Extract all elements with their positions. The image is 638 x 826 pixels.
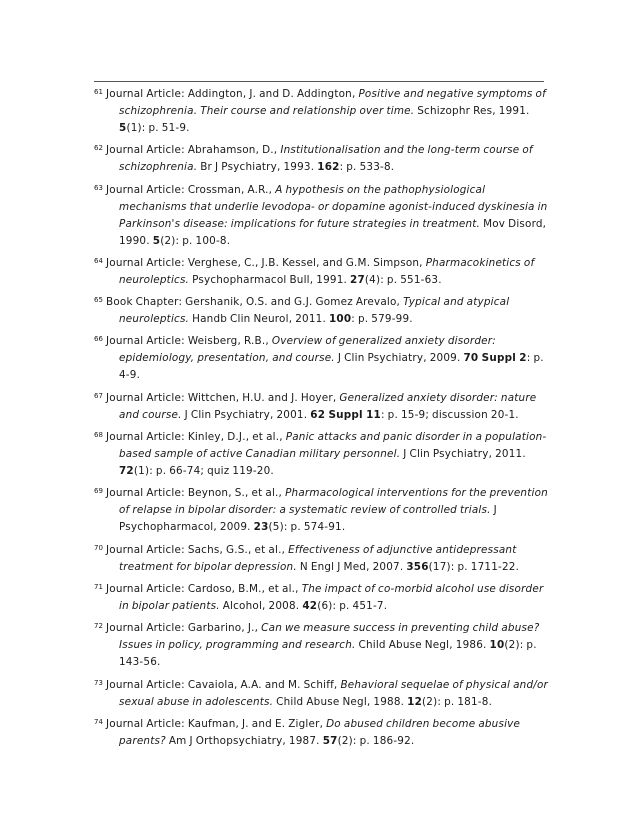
reference-title: The impact of co-morbid alcohol use disorder in bipolar patients. (119, 582, 544, 612)
reference-volume: 10 (489, 639, 505, 652)
reference-pages: (2): p. 100-8. (160, 234, 231, 247)
reference-volume: 100 (328, 313, 352, 326)
reference-volume: 72 (119, 465, 134, 478)
reference-type: Journal Article: (106, 335, 185, 348)
reference-title: Behavioral sequelae of physical and/or sexual abuse in adolescents. (119, 678, 548, 708)
reference-source: Schizophr Res, 1991. (417, 105, 530, 117)
reference-type: Journal Article: (106, 678, 185, 691)
footnote-number: 66 (94, 335, 103, 344)
footnote-number: 70 (94, 543, 103, 552)
reference-type: Journal Article: (106, 144, 185, 157)
footnote (94, 142, 549, 176)
reference-authors: Cavaiola, A.A. and M. Schiff, (187, 678, 338, 691)
reference-type: Journal Article: (106, 487, 185, 500)
reference-pages: : p. 15-9; discussion 20-1. (380, 408, 519, 421)
reference-authors: Cardoso, B.M., et al., (187, 582, 299, 595)
reference-source: J Clin Psychiatry, 2011. (403, 448, 526, 461)
reference-volume: 162 (317, 161, 340, 174)
reference-type: Journal Article: (106, 717, 185, 730)
reference-type: Journal Article: (106, 88, 185, 100)
reference-source: J Clin Psychiatry, 2001. (184, 408, 308, 421)
footnote-number: 61 (94, 88, 103, 96)
reference-type: Journal Article: (106, 543, 185, 556)
reference-authors: Gershanik, O.S. and G.J. Gomez Arevalo, (185, 296, 401, 309)
reference-pages: (2): p. 181-8. (422, 695, 493, 708)
reference-title: Effectiveness of adjunctive antidepressant treatment for bipolar depression. (119, 543, 517, 573)
footnote-number: 67 (94, 391, 103, 400)
footnote (94, 485, 549, 536)
reference-volume: 62 Suppl 11 (310, 408, 381, 421)
reference-pages: (1): p. 51-9. (126, 122, 190, 134)
reference-pages: (17): p. 1711-22. (428, 560, 520, 573)
reference-volume: 70 Suppl 2 (463, 352, 527, 365)
footnote-number: 73 (94, 678, 103, 687)
reference-type: Journal Article: (106, 622, 185, 635)
footnote (94, 390, 549, 424)
reference-pages: : p. 579-99. (351, 313, 413, 326)
reference-type: Journal Article: (106, 582, 185, 595)
reference-pages: (2): p. 143-56. (119, 639, 537, 669)
reference-volume: 5 (152, 234, 161, 247)
reference-source: Child Abuse Negl, 1988. (276, 695, 405, 708)
reference-authors: Addington, J. and D. Addington, (187, 88, 356, 100)
reference-source: Am J Orthopsychiatry, 1987. (168, 734, 320, 747)
footnote-number: 69 (94, 487, 103, 496)
reference-authors: Verghese, C., J.B. Kessel, and G.M. Simpson, (187, 256, 423, 269)
reference-pages: : p. 533-8. (339, 161, 395, 174)
footnote-number: 71 (94, 582, 103, 591)
reference-authors: Garbarino, J., (187, 622, 259, 635)
reference-title: Pharmacological interventions for the prevention of relapse in bipolar disorder: a systematic review of controlled trials. (119, 487, 548, 517)
reference-authors: Kaufman, J. and E. Zigler, (187, 717, 324, 730)
reference-authors: Wittchen, H.U. and J. Hoyer, (187, 391, 337, 404)
reference-title: Panic attacks and panic disorder in a population-based sample of active Canadian military personnel. (119, 431, 547, 461)
reference-source: J Psychopharmacol, 2009. (119, 504, 497, 534)
reference-source: Mov Disord, 1990. (119, 217, 547, 247)
reference-pages: (2): p. 186-92. (337, 734, 415, 747)
reference-authors: Sachs, G.S., et al., (187, 543, 286, 556)
footnote-number: 72 (94, 622, 103, 631)
reference-volume: 57 (322, 734, 338, 747)
reference-source: J Clin Psychiatry, 2009. (337, 352, 461, 365)
reference-source: Br J Psychiatry, 1993. (200, 161, 315, 174)
reference-authors: Beynon, S., et al., (187, 487, 283, 500)
reference-type: Book Chapter: (106, 296, 183, 309)
reference-type: Journal Article: (106, 431, 185, 444)
reference-type: Journal Article: (106, 256, 185, 269)
reference-volume: 5 (119, 122, 127, 134)
footnote (94, 333, 549, 384)
footnote (94, 677, 549, 711)
footnote-number: 68 (94, 431, 103, 440)
reference-pages: (1): p. 66-74; quiz 119-20. (133, 465, 274, 478)
reference-pages: (5): p. 574-91. (268, 521, 346, 534)
footnote (94, 182, 549, 250)
footnote-number: 64 (94, 256, 103, 265)
reference-title: Generalized anxiety disorder: nature and course. (119, 391, 537, 421)
footnote (94, 542, 549, 576)
reference-pages: (6): p. 451-7. (317, 599, 388, 612)
reference-type: Journal Article: (106, 183, 185, 196)
reference-volume: 27 (350, 273, 365, 286)
reference-title: A hypothesis on the pathophysiological mechanisms that underlie levodopa- or dopamine agonist-induced dyskinesia in Parkinson's disease: implications for future strategies in treatment. (119, 183, 548, 230)
reference-source: Psychopharmacol Bull, 1991. (192, 273, 348, 286)
footnote (94, 716, 549, 750)
footnote (94, 294, 549, 328)
reference-title: Institutionalisation and the long-term course of schizophrenia. (119, 144, 533, 174)
reference-source: N Engl J Med, 2007. (299, 560, 404, 573)
reference-title: Typical and atypical neuroleptics. (119, 296, 510, 326)
reference-authors: Kinley, D.J., et al., (187, 431, 283, 444)
reference-source: Alcohol, 2008. (222, 599, 300, 612)
footnote (94, 429, 549, 480)
footnote (94, 86, 549, 137)
reference-title: Pharmacokinetics of neuroleptics. (119, 256, 535, 286)
reference-title: Can we measure success in preventing child abuse? Issues in policy, programming and research. (119, 622, 540, 652)
reference-pages: : p. 4-9. (119, 352, 544, 382)
reference-title: Positive and negative symptoms of schizophrenia. Their course and relationship over time. (119, 88, 546, 117)
footnote-number: 63 (94, 183, 103, 192)
reference-source: Handb Clin Neurol, 2011. (192, 313, 326, 326)
reference-title: Overview of generalized anxiety disorder: epidemiology, presentation, and course. (119, 335, 496, 365)
reference-authors: Abrahamson, D., (187, 144, 278, 157)
reference-pages: (4): p. 551-63. (364, 273, 442, 286)
footnotes-list (94, 86, 549, 755)
footnote (94, 620, 549, 671)
reference-title: Do abused children become abusive parents? (119, 717, 521, 747)
reference-type: Journal Article: (106, 391, 185, 404)
reference-source: Child Abuse Negl, 1986. (358, 639, 487, 652)
reference-volume: 23 (253, 521, 269, 534)
reference-authors: Crossman, A.R., (187, 183, 273, 196)
footnote-number: 65 (94, 296, 103, 305)
footnote-number: 62 (94, 144, 103, 153)
footnote (94, 255, 549, 289)
footnote (94, 581, 549, 615)
footnote-number: 74 (94, 717, 103, 726)
reference-authors: Weisberg, R.B., (187, 335, 269, 348)
footnote-separator-rule (94, 81, 544, 82)
reference-volume: 42 (302, 599, 318, 612)
reference-volume: 12 (407, 695, 423, 708)
reference-volume: 356 (406, 560, 429, 573)
